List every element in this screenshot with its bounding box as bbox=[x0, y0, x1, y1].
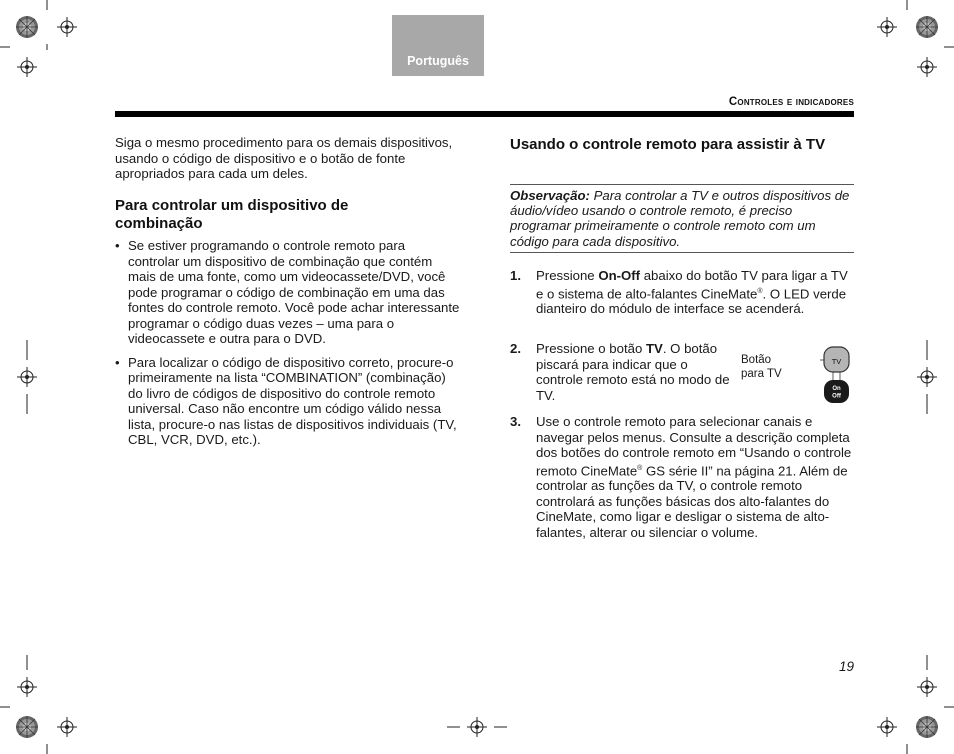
bullet-list bbox=[115, 238, 460, 456]
tv-heading: Usando o controle remoto para assistir à TV bbox=[510, 136, 826, 153]
left-section-heading bbox=[115, 197, 415, 232]
step-text: Pressione On-Off abaixo do botão TV para ligar a TV e o sistema de alto-falantes CineMate®. O LED verde dianteiro do módulo de interface se acenderá. bbox=[536, 268, 848, 317]
tv-button-illustration bbox=[820, 345, 860, 405]
combination-heading: Para controlar um dispositivo de combinação bbox=[115, 197, 349, 232]
step-text: Use o controle remoto para selecionar canais e navegar pelos menus. Consulte a descrição completa dos botões do controle remoto em “Usando o controle remoto CineMate® GS série II” na página 21. Além de controlar as funções da TV, o controle remoto controlará as funções básicas dos alto-falantes do CineMate, como ligar e desligar o sistema de alto-falantes, alterar ou silenciar o volume. bbox=[536, 414, 852, 540]
intro-paragraph: Siga o mesmo procedimento para os demais dispositivos, usando o código de dispositivo e o botão de fonte apropriados para cada um deles. bbox=[115, 135, 453, 181]
note-label: Observação: bbox=[510, 188, 590, 203]
tv-button-callout: Botão para TV bbox=[741, 354, 782, 380]
note-text: Para controlar a TV e outros dispositivos de áudio/vídeo usando o controle remoto, é preciso programar primeiramente o controle remoto com um código para cada dispositivo. bbox=[510, 188, 850, 249]
tv-button-text: TV bbox=[831, 357, 842, 366]
header-rule bbox=[115, 111, 854, 117]
step-number: 3. bbox=[510, 414, 521, 429]
tv-label: TV bbox=[645, 341, 663, 356]
list-item: • Para localizar o código de dispositivo correto, procure-o primeiramente na lista “COMBINATION” (combinação) do livro de códigos de dispositivo do controle remoto universal. Caso não encontre um código válido nessa lista, procure-o nas listas de dispositivos individuais (TV, CBL, VCR, DVD, etc.). bbox=[115, 355, 460, 448]
list-item: • Se estiver programando o controle remoto para controlar um dispositivo de combinação que contém mais de uma fonte, como um videocassete/DVD, você pode programar o código de combinação em uma das fontes do controle remoto. Você pode achar interessante programar o código duas vezes – uma para o videocassete e outra para o DVD. bbox=[115, 238, 460, 347]
section-header: Controles e indicadores bbox=[728, 96, 854, 108]
step-text: Pressione o botão TV. O botão piscará para indicar que o controle remoto está no modo de TV. bbox=[536, 341, 730, 403]
right-section-heading bbox=[510, 136, 850, 154]
off-text: Off bbox=[832, 393, 841, 400]
step-number: 1. bbox=[510, 268, 521, 283]
note-box bbox=[510, 184, 854, 253]
on-off-label: On-Off bbox=[598, 268, 641, 283]
step-number: 2. bbox=[510, 341, 521, 356]
on-text: On bbox=[832, 386, 841, 392]
page-number: 19 bbox=[838, 659, 854, 674]
language-tab bbox=[392, 15, 484, 76]
language-tab-label: Português bbox=[407, 54, 469, 68]
